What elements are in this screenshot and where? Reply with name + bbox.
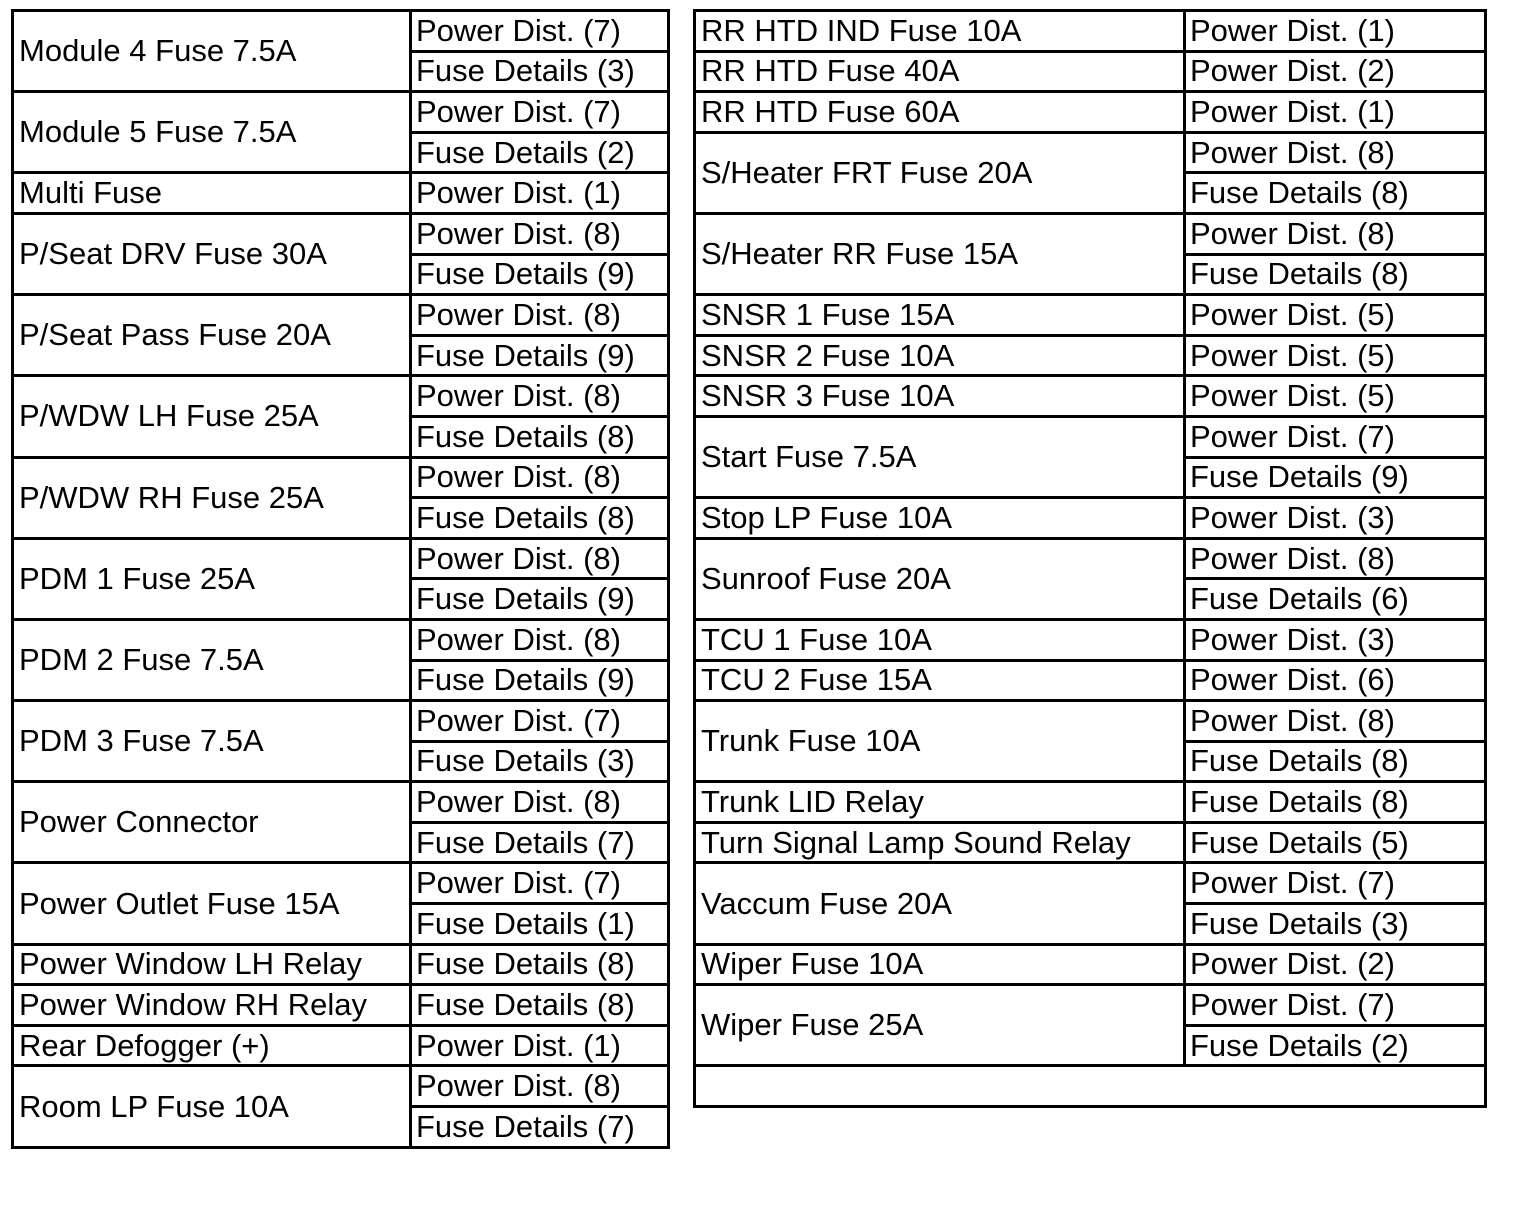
reference-link[interactable]: Power Dist. (7) <box>411 701 669 742</box>
table-row <box>695 701 1486 742</box>
table-row <box>13 782 669 823</box>
table-row <box>695 985 1486 1026</box>
table-row <box>695 822 1486 863</box>
component-name: Trunk LID Relay <box>695 782 1185 823</box>
reference-link[interactable]: Power Dist. (1) <box>411 173 669 214</box>
reference-link[interactable]: Fuse Details (8) <box>411 416 669 457</box>
table-row <box>695 538 1486 579</box>
component-index-left-table <box>11 9 670 1149</box>
component-index-right-table <box>693 9 1487 1108</box>
table-row <box>695 132 1486 173</box>
reference-link[interactable]: Power Dist. (3) <box>1185 619 1486 660</box>
component-name: Wiper Fuse 25A <box>695 985 1185 1066</box>
table-row <box>13 1066 669 1107</box>
component-name: P/Seat DRV Fuse 30A <box>13 213 411 294</box>
reference-link[interactable]: Power Dist. (1) <box>411 1025 669 1066</box>
reference-link[interactable]: Power Dist. (1) <box>1185 11 1486 52</box>
component-name: TCU 1 Fuse 10A <box>695 619 1185 660</box>
table-row <box>695 51 1486 92</box>
component-name: Power Connector <box>13 782 411 863</box>
table-row <box>695 498 1486 539</box>
component-name: Vaccum Fuse 20A <box>695 863 1185 944</box>
reference-link[interactable]: Fuse Details (9) <box>411 660 669 701</box>
table-row <box>13 1025 669 1066</box>
component-name: Module 4 Fuse 7.5A <box>13 11 411 92</box>
component-name: SNSR 3 Fuse 10A <box>695 376 1185 417</box>
table-row <box>13 376 669 417</box>
reference-link[interactable]: Fuse Details (8) <box>1185 254 1486 295</box>
component-name: Room LP Fuse 10A <box>13 1066 411 1147</box>
component-name: Module 5 Fuse 7.5A <box>13 92 411 173</box>
table-row <box>695 335 1486 376</box>
component-name: SNSR 1 Fuse 15A <box>695 295 1185 336</box>
table-row <box>695 295 1486 336</box>
component-name: TCU 2 Fuse 15A <box>695 660 1185 701</box>
reference-link[interactable]: Fuse Details (3) <box>1185 904 1486 945</box>
table-row <box>695 863 1486 904</box>
reference-link[interactable]: Power Dist. (7) <box>1185 863 1486 904</box>
reference-link[interactable]: Fuse Details (2) <box>1185 1025 1486 1066</box>
component-name: Power Outlet Fuse 15A <box>13 863 411 944</box>
table-row <box>13 457 669 498</box>
table-row <box>13 538 669 579</box>
reference-link[interactable]: Fuse Details (8) <box>1185 741 1486 782</box>
component-name: P/WDW LH Fuse 25A <box>13 376 411 457</box>
table-row <box>695 376 1486 417</box>
reference-link[interactable]: Power Dist. (1) <box>1185 92 1486 133</box>
table-row <box>13 944 669 985</box>
reference-link[interactable]: Power Dist. (8) <box>411 213 669 254</box>
reference-link[interactable]: Power Dist. (8) <box>411 457 669 498</box>
component-name: PDM 3 Fuse 7.5A <box>13 701 411 782</box>
component-name: Start Fuse 7.5A <box>695 416 1185 497</box>
table-row <box>13 863 669 904</box>
component-name: Wiper Fuse 10A <box>695 944 1185 985</box>
table-row <box>695 944 1486 985</box>
reference-link[interactable]: Fuse Details (7) <box>411 822 669 863</box>
component-name: PDM 1 Fuse 25A <box>13 538 411 619</box>
component-name: Power Window RH Relay <box>13 985 411 1026</box>
reference-link[interactable]: Power Dist. (5) <box>1185 376 1486 417</box>
reference-link[interactable]: Power Dist. (2) <box>1185 51 1486 92</box>
reference-link[interactable]: Power Dist. (8) <box>1185 701 1486 742</box>
reference-link[interactable]: Fuse Details (9) <box>1185 457 1486 498</box>
component-name: S/Heater FRT Fuse 20A <box>695 132 1185 213</box>
reference-link[interactable]: Power Dist. (2) <box>1185 944 1486 985</box>
reference-link[interactable]: Fuse Details (1) <box>411 904 669 945</box>
table-row <box>695 619 1486 660</box>
reference-link[interactable]: Fuse Details (8) <box>411 944 669 985</box>
reference-link[interactable]: Power Dist. (7) <box>411 863 669 904</box>
table-row <box>13 701 669 742</box>
reference-link[interactable]: Power Dist. (8) <box>411 376 669 417</box>
reference-link[interactable]: Power Dist. (5) <box>1185 295 1486 336</box>
reference-link[interactable]: Power Dist. (8) <box>411 295 669 336</box>
table-row <box>13 173 669 214</box>
table-row <box>695 213 1486 254</box>
table-row <box>13 92 669 133</box>
table-row <box>695 660 1486 701</box>
table-row <box>695 416 1486 457</box>
table-row <box>13 295 669 336</box>
reference-link[interactable]: Fuse Details (2) <box>411 132 669 173</box>
reference-link[interactable]: Power Dist. (3) <box>1185 498 1486 539</box>
table-row <box>695 11 1486 52</box>
reference-link[interactable]: Fuse Details (9) <box>411 254 669 295</box>
reference-link[interactable]: Power Dist. (8) <box>1185 132 1486 173</box>
reference-link[interactable]: Power Dist. (8) <box>411 619 669 660</box>
reference-link[interactable]: Power Dist. (7) <box>411 92 669 133</box>
component-name: P/WDW RH Fuse 25A <box>13 457 411 538</box>
reference-link[interactable]: Power Dist. (8) <box>1185 213 1486 254</box>
reference-link[interactable]: Power Dist. (7) <box>1185 416 1486 457</box>
table-row <box>695 92 1486 133</box>
reference-link[interactable]: Power Dist. (8) <box>411 782 669 823</box>
component-name: Power Window LH Relay <box>13 944 411 985</box>
table-row <box>695 782 1486 823</box>
component-name: Rear Defogger (+) <box>13 1025 411 1066</box>
component-name: RR HTD IND Fuse 10A <box>695 11 1185 52</box>
component-name: Trunk Fuse 10A <box>695 701 1185 782</box>
reference-link[interactable]: Fuse Details (7) <box>411 1107 669 1148</box>
table-row <box>13 985 669 1026</box>
component-name: Stop LP Fuse 10A <box>695 498 1185 539</box>
reference-link[interactable]: Power Dist. (6) <box>1185 660 1486 701</box>
component-name: P/Seat Pass Fuse 20A <box>13 295 411 376</box>
reference-link[interactable]: Fuse Details (9) <box>411 335 669 376</box>
table-row <box>13 619 669 660</box>
component-name: S/Heater RR Fuse 15A <box>695 213 1185 294</box>
reference-link[interactable]: Fuse Details (9) <box>411 579 669 620</box>
reference-link[interactable]: Power Dist. (7) <box>411 11 669 52</box>
component-name: Sunroof Fuse 20A <box>695 538 1185 619</box>
reference-link[interactable]: Fuse Details (6) <box>1185 579 1486 620</box>
component-name: Turn Signal Lamp Sound Relay <box>695 822 1185 863</box>
reference-link[interactable]: Power Dist. (7) <box>1185 985 1486 1026</box>
reference-link[interactable]: Power Dist. (8) <box>411 538 669 579</box>
reference-link[interactable]: Fuse Details (8) <box>411 985 669 1026</box>
component-name: Multi Fuse <box>13 173 411 214</box>
reference-link[interactable]: Fuse Details (5) <box>1185 822 1486 863</box>
component-name: RR HTD Fuse 40A <box>695 51 1185 92</box>
component-name: RR HTD Fuse 60A <box>695 92 1185 133</box>
reference-link[interactable]: Fuse Details (8) <box>1185 173 1486 214</box>
table-row <box>13 213 669 254</box>
reference-link[interactable]: Power Dist. (8) <box>411 1066 669 1107</box>
component-name: SNSR 2 Fuse 10A <box>695 335 1185 376</box>
reference-link[interactable]: Fuse Details (3) <box>411 741 669 782</box>
table-row <box>13 11 669 52</box>
empty-cell <box>695 1066 1486 1107</box>
reference-link[interactable]: Fuse Details (8) <box>411 498 669 539</box>
component-name: PDM 2 Fuse 7.5A <box>13 619 411 700</box>
reference-link[interactable]: Fuse Details (3) <box>411 51 669 92</box>
reference-link[interactable]: Power Dist. (8) <box>1185 538 1486 579</box>
reference-link[interactable]: Power Dist. (5) <box>1185 335 1486 376</box>
reference-link[interactable]: Fuse Details (8) <box>1185 782 1486 823</box>
